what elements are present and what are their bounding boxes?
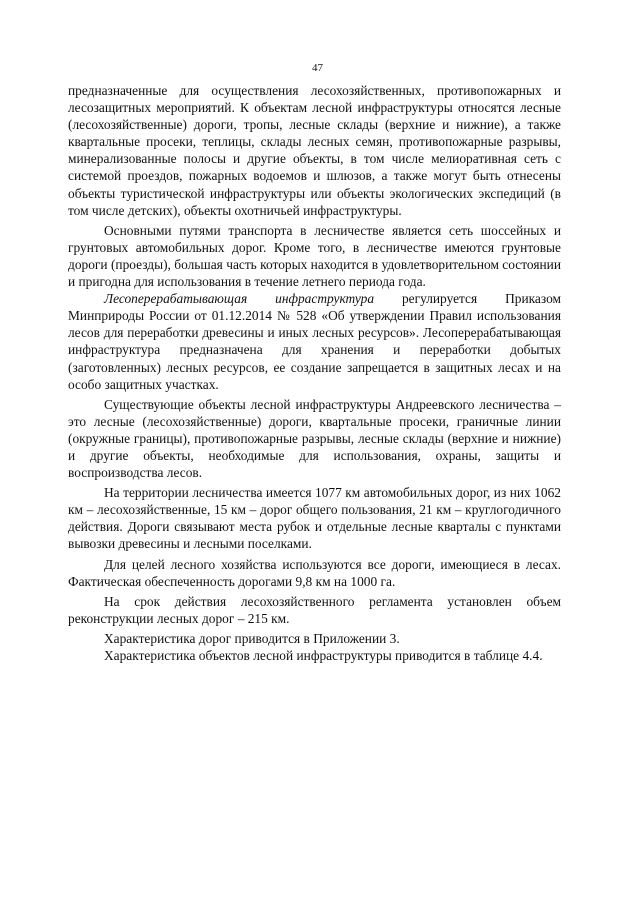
paragraph-8: Характеристика дорог приводится в Приложении 3. [104, 630, 400, 646]
paragraph-3-text: регулируется Приказом Минприроды России от 01.12.2014 № 528 «Об утверждении Правил использования лесов для переработки древесины и иных лесных ресурсов». Лесоперерабатывающая инфраструктура предназначена для хранения и переработки добытых (заготовленных) лесных ресурсов, ее создание запрещается в защитных лесах и на особо защитных участках. [68, 291, 561, 392]
paragraph-9: Характеристика объектов лесной инфраструктуры приводится в таблице 4.4. [104, 648, 543, 663]
paragraph-3 [68, 290, 561, 393]
paragraph-5: На территории лесничества имеется 1077 км автомобильных дорог, из них 1062 км – лесохозяйственные, 15 км – дорог общего пользования, 21 км – круглогодичного действия. Дороги связывают места рубок и отдельные лесные кварталы с пунктами вывозки древесины и лесными поселками. [68, 485, 561, 552]
paragraph-1: предназначенные для осуществления лесохозяйственных, противопожарных и лесозащитных мероприятий. К объектам лесной инфраструктуры относятся лесные (лесохозяйственные) дороги, тропы, лесные склады (верхние и нижние), а также квартальные просеки, теплицы, склады лесных семян, противопожарные разрывы, минерализованные полосы и другие объекты, в том числе мелиоративная сеть с системой проездов, пожарных водоемов и шлюзов, а также могут быть отнесены объекты туристической инфраструктуры или объекты экологических экспедиций (в том числе детских), объекты охотничьей инфраструктуры. [68, 83, 561, 218]
paragraph-6: Для целей лесного хозяйства используются все дороги, имеющиеся в лесах. Фактическая обеспеченность дорогами 9,8 км на 1000 га. [68, 556, 561, 589]
paragraph-3-italic-term: Лесоперерабатывающая инфраструктура [104, 291, 375, 307]
paragraph-4: Существующие объекты лесной инфраструктуры Андреевского лесничества – это лесные (лесохозяйственные) дороги, квартальные просеки, граничные линии (окружные границы), противопожарные разрывы, лесные склады (верхние и нижние) и другие объекты, необходимые для использования, охраны, защиты и воспроизводства лесов. [68, 396, 561, 481]
paragraph-7: На срок действия лесохозяйственного регламента установлен объем реконструкции лесных дорог – 215 км. [68, 593, 561, 626]
paragraph-2: Основными путями транспорта в лесничестве является сеть шоссейных и грунтовых автомобильных дорог. Кроме того, в лесничестве имеются грунтовые дороги (проезды), большая часть которых находится в удовлетворительном состоянии и пригодна для использования в течение летнего периода года. [68, 222, 561, 290]
body-text [68, 82, 561, 664]
page-number: 47 [312, 62, 323, 74]
